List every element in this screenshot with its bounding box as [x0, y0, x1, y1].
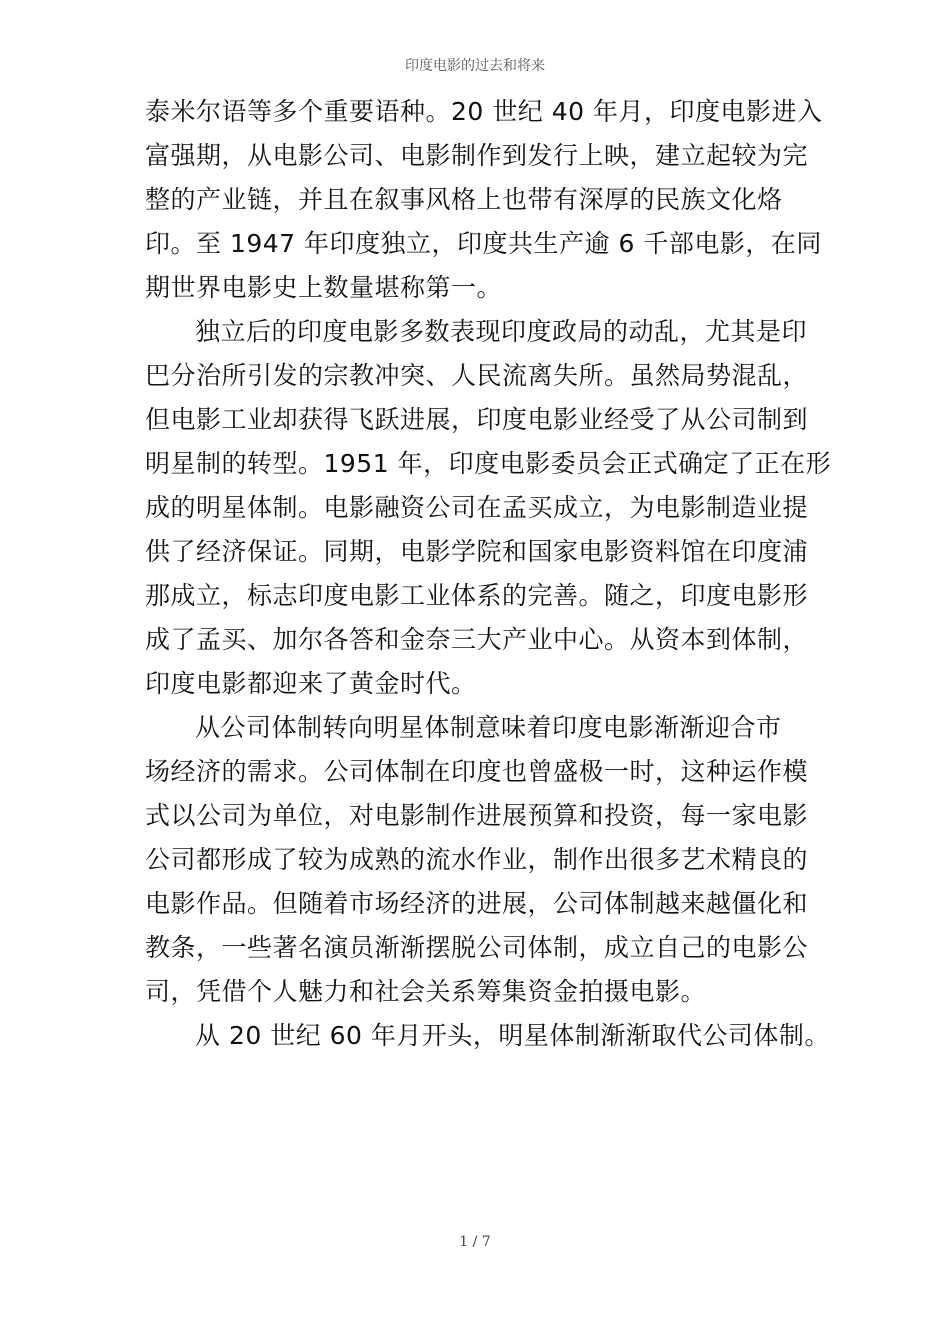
page-number: 1 / 7 — [459, 1234, 491, 1250]
paragraph-start-line: 从公司体制转向明星体制意味着印度电影渐渐迎合市 — [195, 713, 782, 742]
page-header: 印度电影的过去和将来 — [405, 58, 545, 74]
paragraph-start-line: 从 20 世纪 60 年月开头，明星体制渐渐取代公司体制。 — [195, 1021, 830, 1050]
text-line: 式以公司为单位，对电影制作进展预算和投资，每一家电影 — [145, 801, 809, 830]
text-line: 那成立，标志印度电影工业体系的完善。随之，印度电影形 — [145, 581, 809, 610]
text-line: 公司都形成了较为成熟的流水作业，制作出很多艺术精良的 — [145, 845, 809, 874]
text-line: 成了孟买、加尔各答和金奈三大产业中心。从资本到体制， — [145, 625, 809, 654]
text-line: 电影作品。但随着市场经济的进展，公司体制越来越僵化和 — [145, 889, 809, 918]
document-body — [145, 90, 832, 1058]
text-line: 期世界电影史上数量堪称第一。 — [145, 273, 503, 302]
text-line: 教条，一些著名演员渐渐摆脱公司体制，成立自己的电影公 — [145, 933, 809, 962]
text-line: 司，凭借个人魅力和社会关系筹集资金拍摄电影。 — [145, 977, 707, 1006]
text-line: 成的明星体制。电影融资公司在孟买成立，为电影制造业提 — [145, 493, 809, 522]
paragraph-start-line: 独立后的印度电影多数表现印度政局的动乱，尤其是印 — [195, 317, 808, 346]
text-line: 富强期，从电影公司、电影制作到发行上映，建立起较为完 — [145, 141, 809, 170]
text-line: 供了经济保证。同期，电影学院和国家电影资料馆在印度浦 — [145, 537, 809, 566]
text-line: 整的产业链，并且在叙事风格上也带有深厚的民族文化烙 — [145, 185, 783, 214]
text-line: 明星制的转型。1951 年，印度电影委员会正式确定了正在形 — [145, 449, 832, 478]
text-line: 但电影工业却获得飞跃进展，印度电影业经受了从公司制到 — [145, 405, 809, 434]
text-line: 巴分治所引发的宗教冲突、人民流离失所。虽然局势混乱， — [145, 361, 809, 390]
text-line: 印度电影都迎来了黄金时代。 — [145, 669, 477, 698]
text-line: 泰米尔语等多个重要语种。20 世纪 40 年月，印度电影进入 — [145, 97, 823, 126]
text-line: 场经济的需求。公司体制在印度也曾盛极一时，这种运作模 — [145, 757, 809, 786]
text-line: 印。至 1947 年印度独立，印度共生产逾 6 千部电影，在同 — [145, 229, 822, 258]
